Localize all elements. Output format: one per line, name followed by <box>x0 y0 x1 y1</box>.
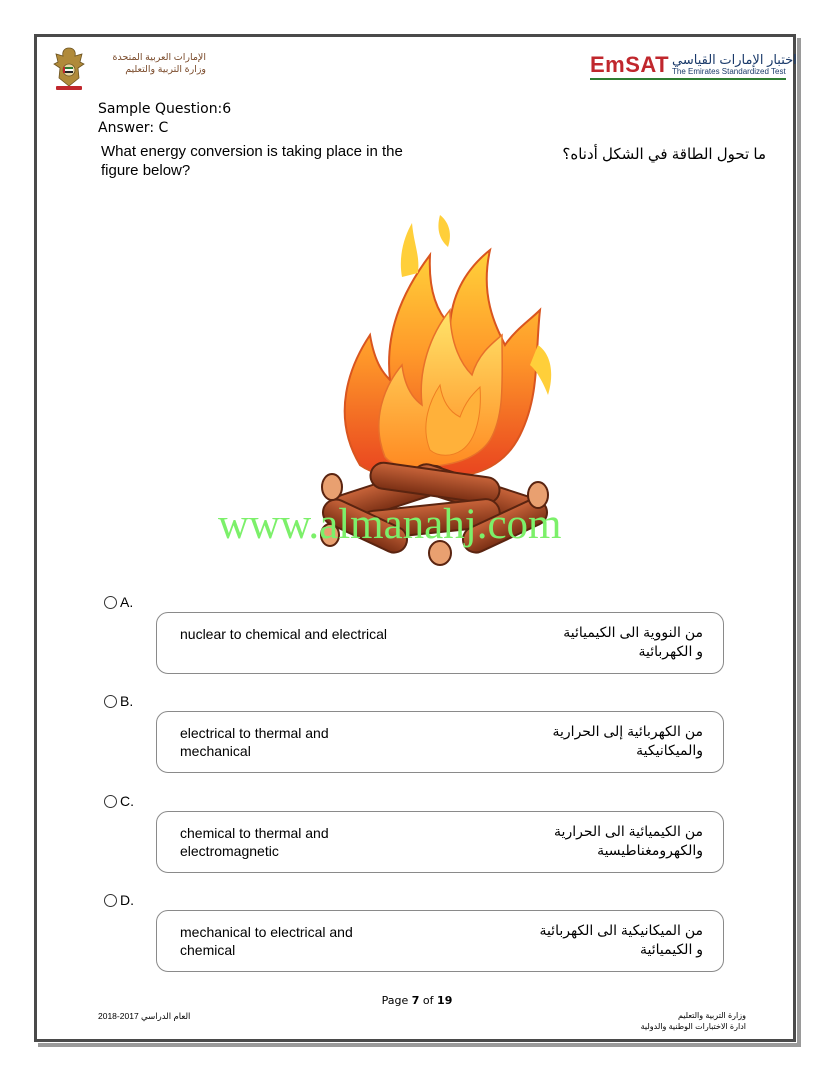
footer-ministry-line1: وزارة التربية والتعليم <box>677 1011 746 1020</box>
option-a-box[interactable] <box>156 612 724 674</box>
option-d-text-en: mechanical to electrical and chemical <box>180 924 353 958</box>
option-b-text-ar <box>483 722 703 760</box>
option-a-text-ar <box>483 623 703 661</box>
option-b-radio[interactable] <box>104 693 133 709</box>
option-c-text-ar-line2: والكهرومغناطيسية <box>597 842 703 858</box>
frame-shadow <box>797 38 801 1046</box>
answer-label: Answer: C <box>98 120 169 136</box>
option-a-radio[interactable] <box>104 594 133 610</box>
option-d-text-ar <box>483 921 703 959</box>
option-c-text-en: chemical to thermal and electromagnetic <box>180 825 329 859</box>
option-d-radio[interactable] <box>104 892 134 908</box>
ministry-header-line2: وزارة التربية والتعليم <box>125 64 206 75</box>
footer-ministry-line2: ادارة الاختبارات الوطنية والدولية <box>640 1022 746 1031</box>
option-b-text-en: electrical to thermal and mechanical <box>180 725 329 759</box>
option-c-letter: C. <box>120 793 134 809</box>
option-a-text-en: nuclear to chemical and electrical <box>180 626 387 642</box>
question-number: Sample Question:6 <box>98 101 232 117</box>
radio-icon[interactable] <box>104 894 117 907</box>
ministry-header-line1: الإمارات العربية المتحدة <box>112 52 206 63</box>
option-d-letter: D. <box>120 892 134 908</box>
option-a-text-ar-line1: من النووية الى الكيميائية <box>563 624 703 640</box>
option-a-text-ar-line2: و الكهربائية <box>638 643 703 659</box>
ministry-header <box>96 52 206 76</box>
emsat-underline <box>590 78 786 80</box>
page-total: 19 <box>437 994 453 1007</box>
option-a-letter: A. <box>120 594 134 610</box>
page-of: of <box>419 994 438 1007</box>
option-c-text-ar <box>483 822 703 860</box>
radio-icon[interactable] <box>104 695 117 708</box>
option-d-text-ar-line1: من الميكانيكية الى الكهربائية <box>539 922 703 938</box>
page-prefix: Page <box>381 994 412 1007</box>
frame-shadow <box>38 1043 801 1047</box>
footer-ministry <box>560 1010 746 1032</box>
page-current: 7 <box>411 994 420 1007</box>
option-b-text-ar-line2: والميكانيكية <box>636 742 703 758</box>
option-b-box[interactable] <box>156 711 724 773</box>
radio-icon[interactable] <box>104 596 117 609</box>
watermark: www.almanahj.com <box>218 501 562 548</box>
emsat-english-title: The Emirates Standardized Test <box>672 67 786 76</box>
radio-icon[interactable] <box>104 795 117 808</box>
option-d-text-ar-line2: و الكيميائية <box>640 941 703 957</box>
emsat-logo-block <box>590 50 797 82</box>
page-number <box>0 994 834 1007</box>
option-c-text-ar-line1: من الكيميائية الى الحرارية <box>554 823 703 839</box>
emsat-logo: EmSAT <box>590 52 670 77</box>
question-text-ar: ما تحول الطاقة في الشكل أدناه؟ <box>562 146 766 163</box>
option-b-text-ar-line1: من الكهربائية إلى الحرارية <box>552 723 703 739</box>
emsat-arabic-title: اختبار الإمارات القياسي <box>672 52 797 67</box>
option-c-box[interactable] <box>156 811 724 873</box>
academic-year: العام الدراسي 2017-2018 <box>98 1011 191 1021</box>
option-b-letter: B. <box>120 693 134 709</box>
question-text-en: What energy conversion is taking place in the figure below? <box>101 143 403 179</box>
uae-emblem-icon <box>50 44 88 92</box>
option-c-radio[interactable] <box>104 793 134 809</box>
option-d-box[interactable] <box>156 910 724 972</box>
